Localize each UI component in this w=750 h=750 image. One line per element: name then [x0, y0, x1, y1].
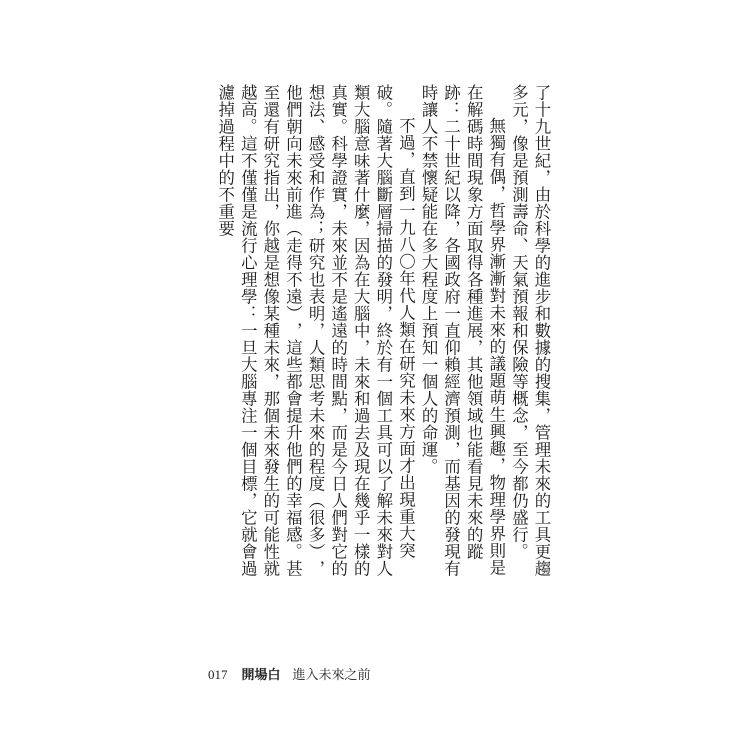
body-text [215, 84, 552, 584]
page-footer [208, 664, 371, 684]
chapter-subtitle: 進入未來之前 [292, 668, 371, 683]
paragraph-1: 了十九世紀，由於科學的進步和數據的搜集，管理未來的工具更趨多元，像是預測壽命、天氣預報和保險等概念，至今都仍盛行。 [509, 84, 551, 577]
paragraph-2: 無獨有偶，哲學界漸漸對未來的議題萌生興趣，物理學界則是在解碼時間現象方面取得各種進展，其他領域也能看見未來的蹤跡：二十世紀以降，各國政府一直仰賴經濟預測，而基因的發現有時讓人不禁懷疑能在多大程度上預知一個人的命運。 [419, 84, 506, 577]
paragraph-3: 不過，直到一九八〇年代人類在研究未來方面才出現重大突破。隨著大腦斷層掃描的發明，終於有一個工具可以了解未來對人類大腦意味著什麼，因為在大腦中，未來和過去及現在幾乎一樣的真實。科學證實，未來並不是遙遠的時間點，而是今日人們對它的想法、感受和作為；研究也表明，人類思考未來的程度︵很多︶，他們朝向未來前進︵走得不遠︶，這些都會提升他們的幸福感。甚至還有研究指出，你越是想像某種未來，那個未來發生的可能性就越高。這不僅僅是流行心理學：一旦大腦專注一個目標，它就會過濾掉過程中的不重要 [215, 84, 416, 577]
chapter-title: 開場白 [241, 668, 281, 683]
page-number: 017 [208, 667, 228, 682]
